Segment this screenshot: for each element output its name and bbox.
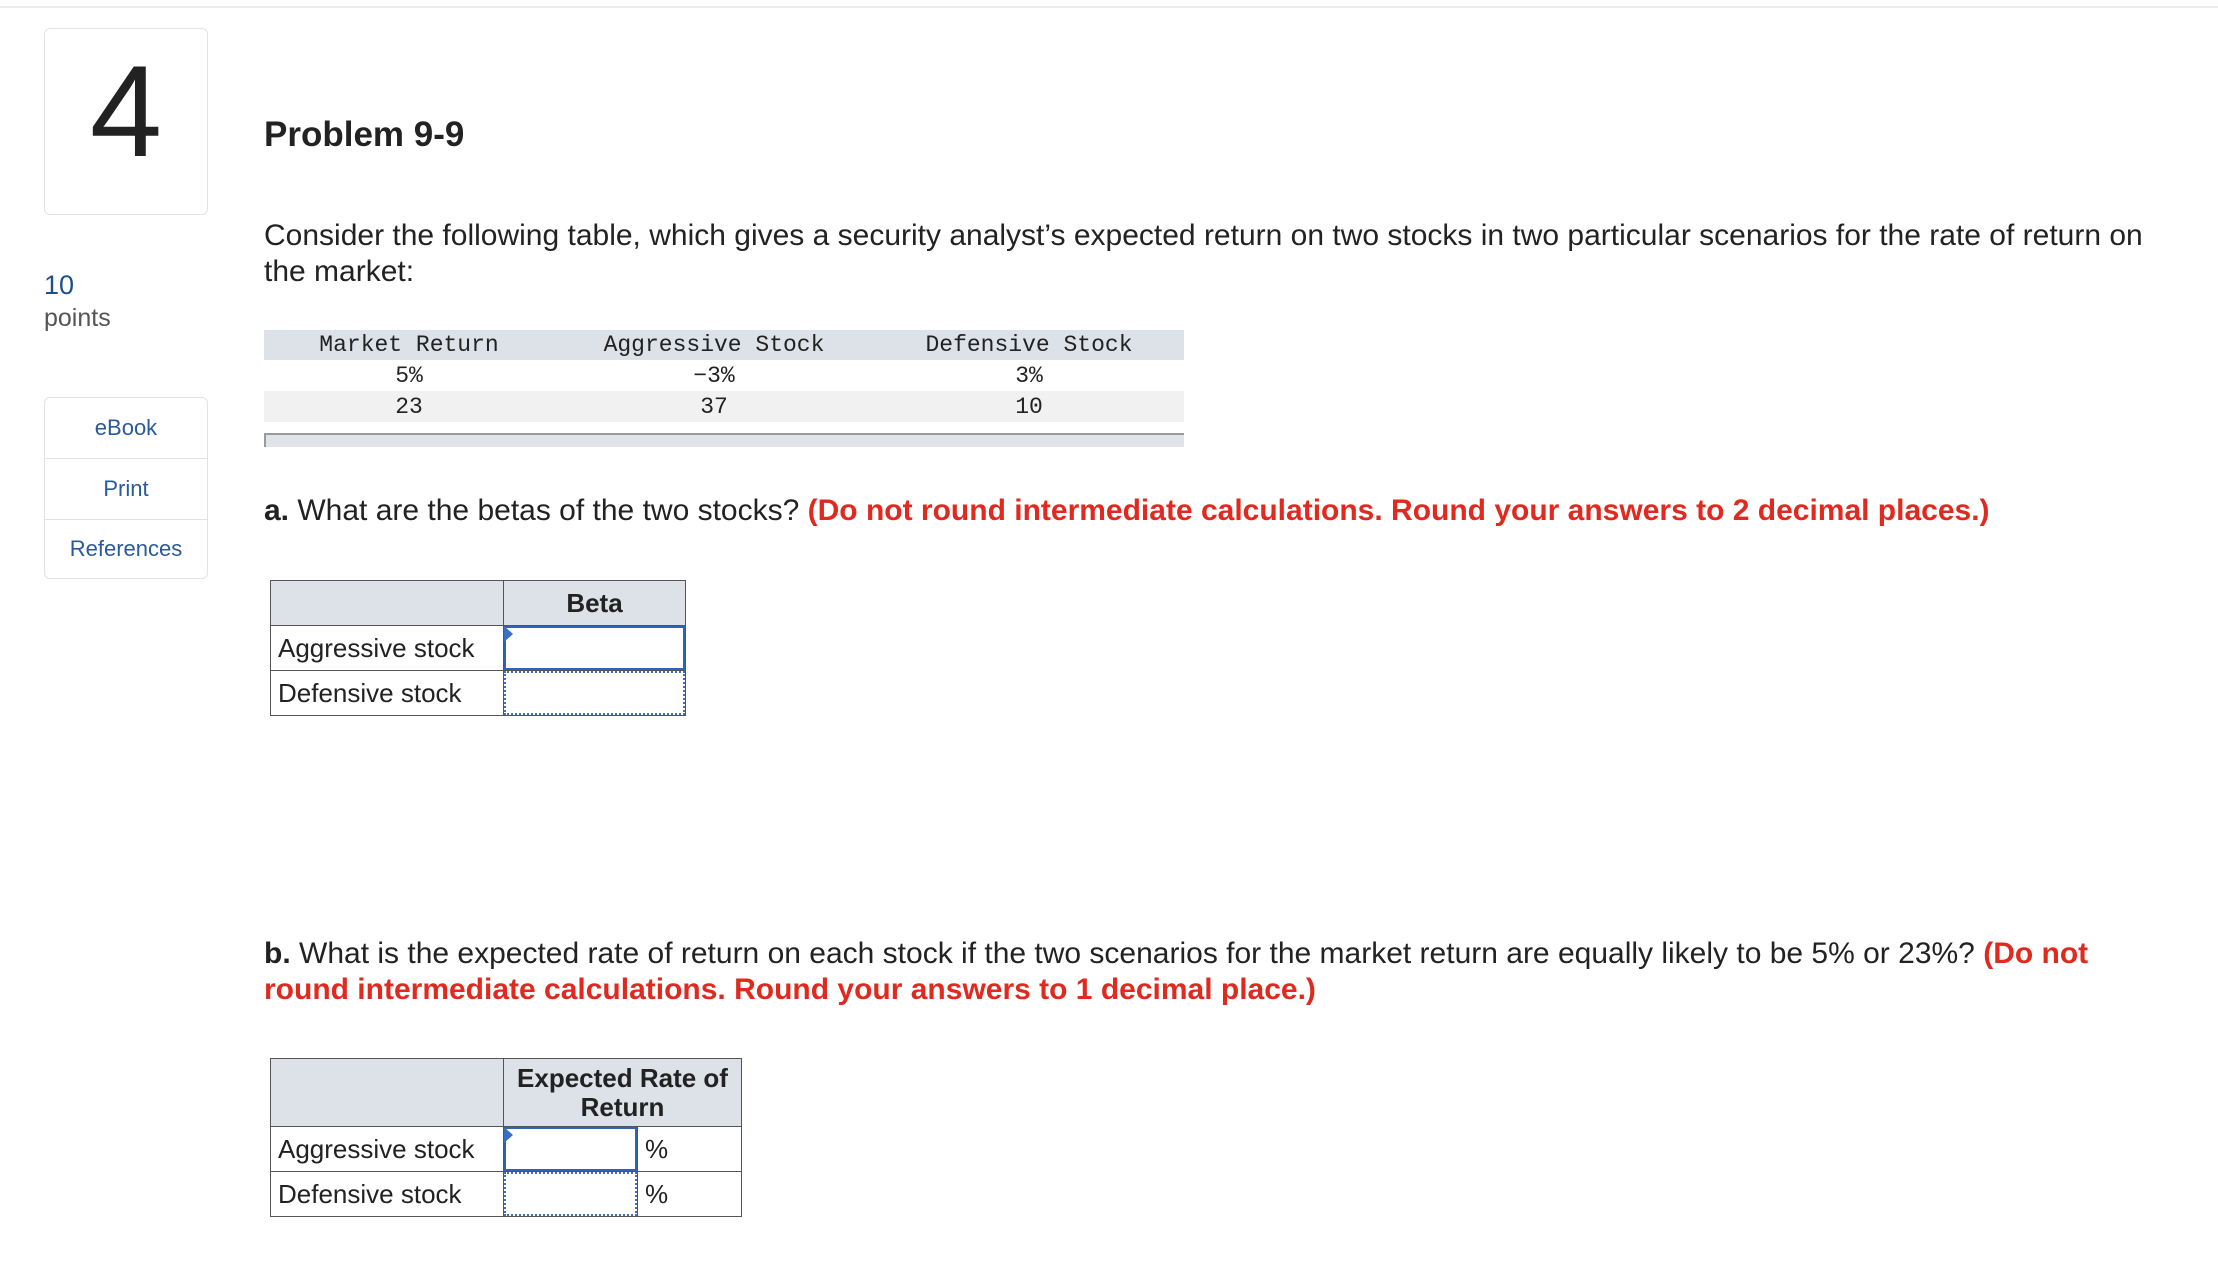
- part-b-instruction: (Do not round intermediate calculations. Round your answers to 1 decimal place.): [264, 937, 2089, 1006]
- scenario-table: [264, 330, 1184, 422]
- return-aggressive-cell: [504, 1127, 638, 1172]
- print-link[interactable]: Print: [45, 459, 207, 520]
- ebook-link[interactable]: eBook: [45, 398, 207, 459]
- part-a-instruction: (Do not round intermediate calculations. Round your answers to 2 decimal places.): [807, 494, 1990, 527]
- beta-column-header: Beta: [504, 581, 686, 626]
- row-label-defensive: Defensive stock: [271, 1172, 504, 1217]
- top-divider: [0, 6, 2218, 8]
- header-line-1: Expected Rate of: [517, 1062, 728, 1093]
- part-a-letter: a.: [264, 494, 290, 527]
- cell-defensive-stock: 3%: [1015, 362, 1043, 389]
- expected-return-column-header: [504, 1059, 742, 1127]
- part-b-letter: b.: [264, 937, 291, 970]
- percent-unit: %: [638, 1172, 742, 1217]
- row-label-aggressive: Aggressive stock: [271, 626, 504, 671]
- beta-aggressive-cell: [504, 626, 686, 671]
- problem-intro: Consider the following table, which gives a security analyst’s expected return on two stocks in two particular scenarios for the rate of return on the market:: [264, 219, 2143, 288]
- header-empty-cell: [271, 581, 504, 626]
- cell-aggressive-stock: 37: [700, 393, 728, 420]
- expected-return-answer-table: [270, 1058, 742, 1217]
- part-a-question: [264, 493, 2164, 529]
- beta-defensive-input[interactable]: [504, 671, 685, 715]
- references-link[interactable]: References: [69, 536, 183, 561]
- resource-links: [44, 397, 208, 579]
- part-b-question: [264, 936, 2164, 1008]
- header-defensive-stock: Defensive Stock: [925, 332, 1133, 358]
- percent-unit: %: [638, 1127, 742, 1172]
- beta-aggressive-input[interactable]: [504, 626, 685, 670]
- part-b-text: What is the expected rate of return on each stock if the two scenarios for the market return are equally likely to be 5% or 23%?: [290, 937, 1984, 970]
- return-defensive-input[interactable]: [504, 1172, 637, 1216]
- table-row: [264, 391, 1184, 422]
- header-market-return: Market Return: [319, 332, 499, 358]
- active-field-flag-icon: [504, 1127, 513, 1143]
- problem-title: Problem 9-9: [264, 115, 465, 154]
- scenario-table-header: [264, 330, 1184, 360]
- row-label-defensive: Defensive stock: [271, 671, 504, 716]
- points-label: points: [44, 304, 111, 332]
- part-a-text: What are the betas of the two stocks?: [289, 494, 808, 527]
- beta-answer-table: [270, 580, 686, 716]
- active-field-flag-icon: [504, 626, 513, 642]
- beta-defensive-cell: [504, 671, 686, 716]
- question-number-box: [44, 28, 208, 215]
- cell-market-return: 23: [395, 393, 423, 420]
- header-empty-cell: [271, 1059, 504, 1127]
- header-line-2: Return: [580, 1091, 665, 1122]
- scenario-table-footer: [264, 433, 1184, 447]
- points-value: 10: [44, 270, 75, 300]
- cell-aggressive-stock: −3%: [693, 362, 735, 389]
- cell-market-return: 5%: [395, 362, 423, 389]
- return-defensive-cell: [504, 1172, 638, 1217]
- return-aggressive-input[interactable]: [504, 1127, 637, 1171]
- question-number: 4: [89, 37, 163, 184]
- cell-defensive-stock: 10: [1015, 393, 1043, 420]
- table-row: [264, 360, 1184, 391]
- header-aggressive-stock: Aggressive Stock: [603, 332, 825, 358]
- row-label-aggressive: Aggressive stock: [271, 1127, 504, 1172]
